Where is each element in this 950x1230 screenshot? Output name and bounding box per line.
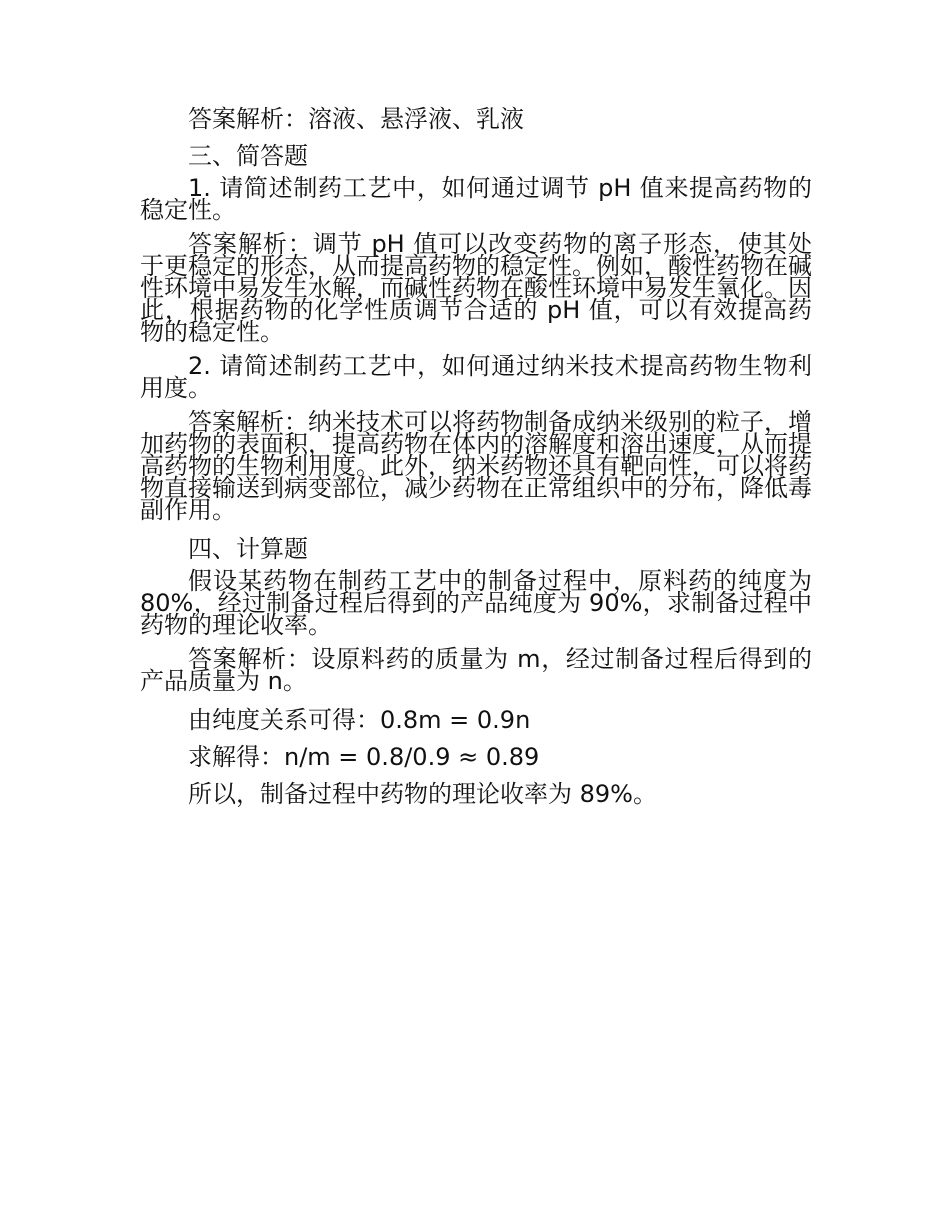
section-short-answer-title: 三、简答题 [188,142,308,170]
answer-1: 答案解析：调节 pH 值可以改变药物的离子形态，使其处于更稳定的形态，从而提高药物的稳定性。例如，酸性药物在碱性环境中易发生水解，而碱性药物在酸性环境中易发生氧化。因此，根据药物的化学性质调节合适的 pH 值，可以有效提高药物的稳定性。 [140,230,812,346]
calc-conclusion: 所以，制备过程中药物的理论收率为 89%。 [188,780,657,808]
answer-3: 答案解析：设原料药的质量为 m，经过制备过程后得到的产品质量为 n。 [140,645,812,695]
question-1: 1. 请简述制药工艺中，如何通过调节 pH 值来提高药物的稳定性。 [140,174,812,224]
answer-2: 答案解析：纳米技术可以将药物制备成纳米级别的粒子，增加药物的表面积，提高药物在体内的溶解度和溶出速度，从而提高药物的生物利用度。此外，纳米药物还具有靶向性，可以将药物直接输送到病变部位，减少药物在正常组织中的分布，降低毒副作用。 [140,408,812,524]
question-2: 2. 请简述制药工艺中，如何通过纳米技术提高药物生物利用度。 [140,352,812,402]
question-3: 假设某药物在制药工艺中的制备过程中，原料药的纯度为 80%，经过制备过程后得到的产品纯度为 90%，求制备过程中药物的理论收率。 [140,567,812,639]
calc-step-2: 求解得：n/m = 0.8/0.9 ≈ 0.89 [188,743,540,771]
calc-step-1: 由纯度关系可得：0.8m = 0.9n [188,706,531,734]
document-body [140,103,812,815]
section-calculation-title: 四、计算题 [188,535,308,563]
answer-fill-in: 答案解析：溶液、悬浮液、乳液 [188,105,524,133]
